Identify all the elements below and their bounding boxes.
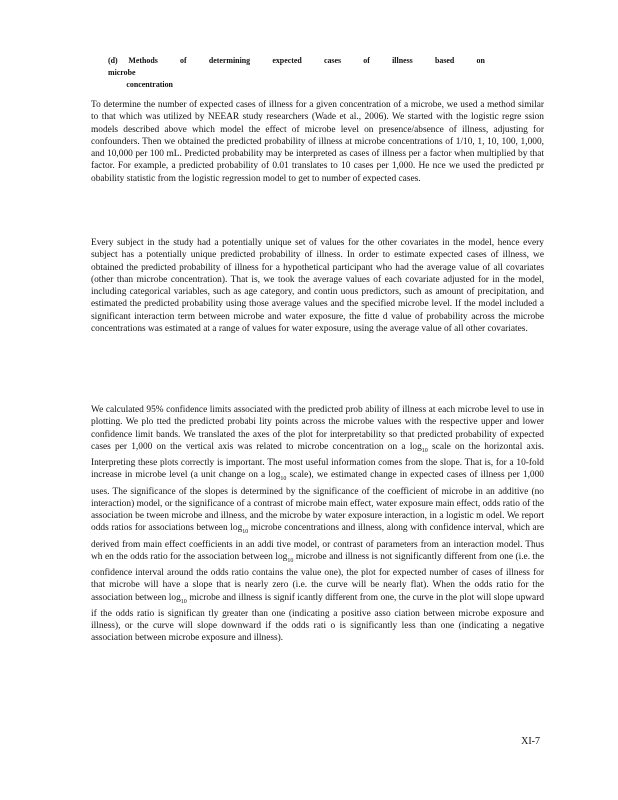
section-title: Methods of determining expected cases of illness based on microbe <box>108 55 485 77</box>
log-base-subscript: 10 <box>280 476 287 483</box>
section-label: (d) <box>108 55 118 65</box>
page-number: XI-7 <box>521 736 540 747</box>
section-title-continuation: concentration <box>126 79 173 89</box>
log-base-subscript: 10 <box>180 598 187 605</box>
log-base-subscript: 10 <box>287 557 294 564</box>
log-base-subscript: 10 <box>242 529 249 536</box>
section-heading <box>108 54 494 90</box>
paragraph-confidence-limits: We calculated 95% confidence limits associated with the predicted prob ability of illness at each microbe level to use in plotting. We plo tted the predicted probabi lity points across the microbe values with the respective upper and lower confidence limit bands. We translated the axes of the plot for interpretability so that predicted probability of expected cases per 1,000 on the vertical axis was related to microbe concentration on a $\log_{10}$ scale on the horizontal axis. Interpreting these plots correctly is important. The most useful information comes from the slope. That is, for a 10-fold increase in microbe level (a unit change on a $\log_{10}$ scale), we estimated change in expected cases of illness per 1,000 uses. The significance of the slopes is determined by the significance of the coefficient of microbe in an additive (no interaction) model, or the significance of a contrast of microbe main effect, water exposure main effect, odds ratio of the association be tween microbe and illness, and the microbe by water exposure interaction, in a logistic m odel. We report odds ratios for associations between $\log_{10}$ microbe concentrations and illness, along with confidence interval, which are derived from main effect coefficients in an addi tive model, or contrast of parameters from an interaction model. Thus wh en the odds ratio for the association between $\log_{10}$ microbe and illness is not significantly different from one (i.e. the confidence interval around the odds ratio contains the value one), the plot for expected number of cases of illness for that microbe will have a slope that is nearly zero (i.e. the curve will be nearly flat). When the odds ratio for the association between $\log_{10}$ microbe and illness is signif icantly different from one, the curve in the plot will slope upward if the odds ratio is significan tly greater than one (indicating a positive asso ciation between microbe exposure and illness), or the curve will slope downward if the odds rati o is significantly less than one (indicating a negative association between microbe exposure and illness). <box>91 405 545 644</box>
paragraph-expected-cases-method: To determine the number of expected cases of illness for a given concentration of a microbe, we used a method similar to that which was utilized by NEEAR study researchers (Wade et al., 2006). We started with the logistic regre ssion models described above which model the effect of microbe level on presence/absence of illness, adjusting for confounders. Then we obtained the predicted probability of illness at microbe concentrations of 1/10, 1, 10, 100, 1,000, and 10,000 per 100 mL. Predicted probability may be interpreted as cases of illness per a factor when multiplied by that factor. For example, a predicted probability of 0.01 translates to 10 cases per 1,000. He nce we used the predicted pr obability statistic from the logistic regression model to get to number of expected cases. <box>91 100 544 184</box>
log-base-subscript: 10 <box>421 447 428 454</box>
paragraph-covariate-averages: Every subject in the study had a potentially unique set of values for the other covariates in the model, hence every subject has a potentially unique predicted probability of illness. In order to estimate expected cases of illness, we obtained the predicted probability of illness for a hypothetical participant who had the average value of all covariates (other than microbe concentration). That is, we took the average values of each covariate adjusted for in the model, including categorical variables, such as age category, and contin uous predictors, such as amount of precipitation, and estimated the predicted probability using those average values and the specified microbe level. If the model included a significant interaction term between microbe and water exposure, the fitte d value of probability across the microbe concentrations was estimated at a range of values for water exposure, using the average value of all other covariates. <box>91 238 544 335</box>
